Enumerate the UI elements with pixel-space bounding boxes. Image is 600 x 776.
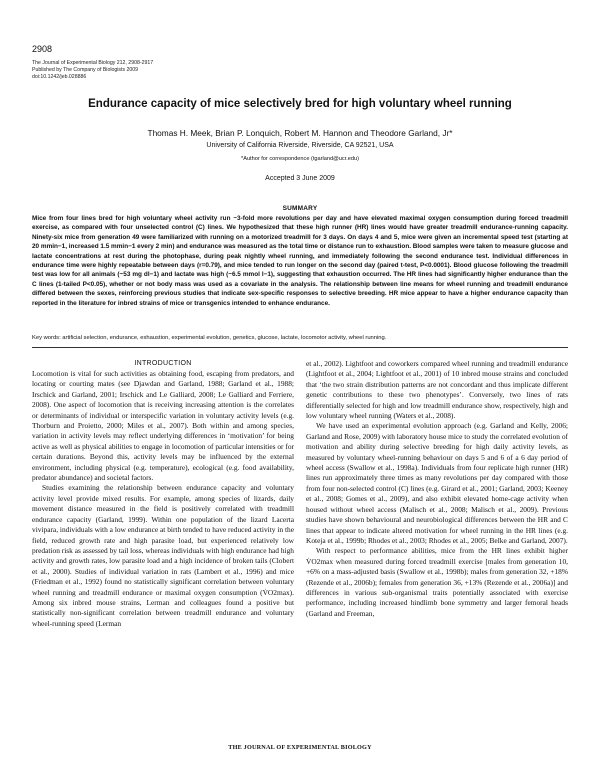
journal-footer: THE JOURNAL OF EXPERIMENTAL BIOLOGY (228, 744, 372, 751)
accepted-date: Accepted 3 June 2009 (265, 175, 335, 182)
doi-line: doi:10.1242/jeb.028886 (32, 74, 87, 80)
intro-paragraph-1: Locomotion is vital for such activities as obtaining food, escaping from predators, and locating or courting mates (see Djawdan and Garland, 1988; Garland et al., 1988; Irschick and Garland, 2001; Irschick and Le Galliard, 2008; Le Galliard and Ferriere, 2008). One aspect of locomotion that is receiving increasing attention is the correlates or determinants of individual or interspecific variation in voluntary activity levels (e.g. Thorburn and Proietto, 2000; Miles et al., 2007). Both within and among species, variation in activity levels may reflect underlying differences in ‘motivation’ for being active as well as physical abilities to engage in locomotion of particular intensities or for certain durations. Beyond this, activity levels may be influenced by the external environment, including physical (e.g. temperature), ecological (e.g. food availability, predator abundance) and societal factors. (32, 369, 294, 483)
keywords-line: Key words: artificial selection, endurance, exhaustion, experimental evolution, genetics, glucose, lactate, locomotor activity, wheel running. (32, 335, 387, 341)
page-number: 2908 (32, 44, 53, 54)
publisher-line: Published by The Company of Biologists 2009 (32, 67, 139, 73)
summary-text: Mice from four lines bred for high voluntary wheel activity run ~3-fold more revolutions per day and have elevated maximal oxygen consumption during forced treadmill exercise, as compared with four unselected control (C) lines. We hypothesized that these high runner (HR) lines would have greater treadmill endurance-running capacity. Ninety-six mice from generation 49 were familiarized with running on a motorized treadmill for 3 days. On days 4 and 5, mice were given an incremental speed test (starting at 20 mmin−1, increased 1.5 mmin−1 every 2 min) and endurance was measured as the total time or distance run to exhaustion. Blood samples were taken to measure glucose and lactate concentrations at rest during the photophase, during peak nightly wheel running, and immediately following the second endurance test. Individual differences in endurance time were highly repeatable between days (r=0.79), and mice tended to run longer on the second day (paired t-test, P<0.0001). Blood glucose following the treadmill test was low for all animals (~53 mg dl−1) and lactate was high (~6.5 mmol l−1), suggesting that exhaustion occurred. The HR lines had significantly higher endurance than the C lines (1-tailed P<0.05), whether or not body mass was used as a covariate in the analysis. The relationship between line means for wheel running and treadmill endurance differed between the sexes, reinforcing previous studies that indicate sex-specific responses to selective breeding. HR mice appear to have a higher endurance capacity than reported in the literature for inbred strains of mice or transgenics intended to enhance endurance. (32, 215, 568, 307)
intro-paragraph-4: We have used an experimental evolution approach (e.g. Garland and Kelly, 2006; Garland and Rose, 2009) with laboratory house mice to study the correlated evolution of motivation and ability during selective breeding for high daily activity levels, as measured by voluntary wheel-running behaviour on days 5 and 6 of a 6 day period of wheel access (Swallow et al., 1998a). Individuals from four replicate high runner (HR) lines run approximately three times as many revolutions per day compared with those from four non-selected control (C) lines (e.g. Girard et al., 2001; Garland, 2003; Keeney et al., 2008; Gomes et al., 2009), and also exhibit elevated home-cage activity when housed without wheel access (Malisch et al., 2008; Malisch et al., 2009). Previous studies have shown behavioural and neurobiological differences between the HR and C lines that appear to indicate altered motivation for wheel running in the HR lines (e.g. Koteja et al., 1999b; Rhodes et al., 2003; Rhodes et al., 2005; Belke and Garland, 2007). (306, 421, 568, 545)
right-column (306, 359, 568, 619)
introduction-heading: INTRODUCTION (134, 360, 192, 367)
intro-paragraph-3: et al., 2002). Lightfoot and coworkers compared wheel running and treadmill endurance (Lightfoot et al., 2004; Lightfoot et al., 2001) of 10 inbred mouse strains and concluded that ‘the two strain distribution patterns are not concordant and thus implicate different genetic contributions to these two phenotypes’. Conversely, two lines of rats differentially selected for high and low treadmill endurance show, respectively, high and low voluntary wheel running (Waters et al., 2008). (306, 359, 568, 421)
journal-citation (32, 60, 153, 81)
section-divider (32, 347, 568, 348)
article-title: Endurance capacity of mice selectively bred for high voluntary wheel running (88, 98, 512, 110)
correspondence-note: *Author for correspondence (tgarland@ucr.edu) (241, 156, 359, 162)
left-column (32, 360, 294, 629)
author-list: Thomas H. Meek, Brian P. Lonquich, Robert M. Hannon and Theodore Garland, Jr* (147, 128, 453, 138)
affiliation: University of California Riverside, Riverside, CA 92521, USA (206, 142, 394, 149)
summary-heading: SUMMARY (282, 205, 318, 212)
intro-paragraph-5: With respect to performance abilities, mice from the HR lines exhibit higher V̇O2max when measured during forced treadmill exercise [males from generation 10, +6% on a mass-adjusted basis (Swallow et al., 1998b); males from generation 32, +18% (Rezende et al., 2006b); females from generation 36, +13% (Rezende et al., 2006a)] and differences in various sub-organismal traits potentially associated with exercise performance, including increased hindlimb bone symmetry and larger femoral heads (Garland and Freeman, (306, 546, 568, 618)
journal-line: The Journal of Experimental Biology 212, 2908-2917 (32, 60, 154, 66)
intro-paragraph-2: Studies examining the relationship between endurance capacity and voluntary activity level provide mixed results. For example, among species of lizards, daily movement distance measured in the field is positively correlated with treadmill endurance capacity (Garland, 1999). Within one population of the lizard Lacerta vivipara, individuals with a low endurance at birth tended to have reduced activity in the field, reduced growth rate and high parasite load, but experienced relatively low predation risk as assessed by tail loss, whereas individuals with high endurance had high activity and growth rates, low parasite load and a high incidence of broken tails (Clobert et al., 2000). Studies of individual variation in rats (Lambert et al., 1996) and mice (Friedman et al., 1992) found no statistically significant correlation between voluntary wheel running and treadmill endurance or maximal oxygen consumption (V̇O2max). Among six inbred mouse strains, Lerman and colleagues found a positive but statistically non-significant correlation between treadmill endurance and voluntary wheel-running speed (Lerman (32, 483, 294, 628)
